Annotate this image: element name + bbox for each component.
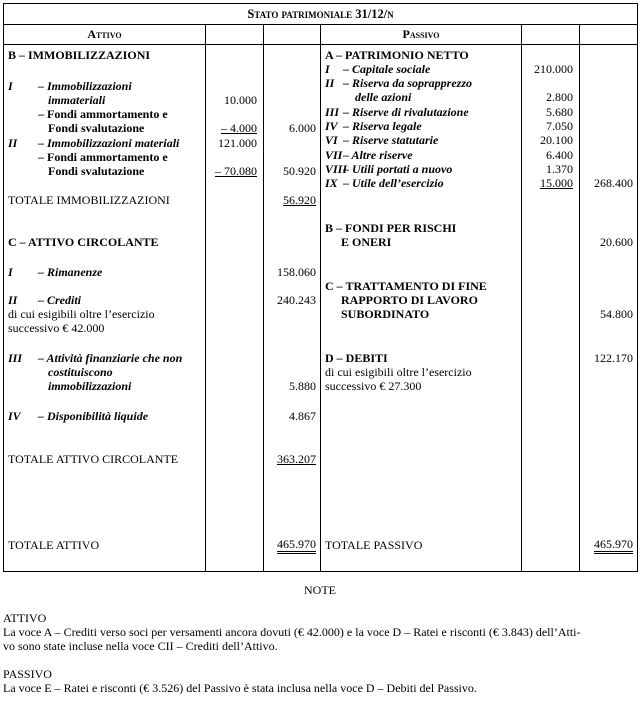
total-value: 465.970: [594, 538, 633, 554]
roman: I: [325, 62, 330, 76]
circ-title: C – ATTIVO CIRCOLANTE: [8, 235, 159, 249]
roman: III: [325, 105, 340, 119]
tot-immob-label: TOTALE IMMOBILIZZAZIONI: [8, 193, 170, 207]
roman: IV: [8, 409, 21, 423]
roman: I: [8, 79, 13, 93]
passivo-header: Passivo: [321, 25, 522, 45]
value: 210.000: [534, 62, 573, 76]
value: 15.000: [540, 176, 573, 190]
total-value: 56.920: [283, 193, 316, 207]
roman: IX: [325, 176, 338, 190]
value: 5.880: [289, 379, 316, 393]
label: – Attività finanziarie che non: [38, 351, 183, 365]
total-value: 363.207: [277, 452, 316, 466]
roman: VIII: [325, 162, 348, 176]
note: successivo € 27.300: [325, 379, 422, 393]
label: immateriali: [48, 93, 106, 107]
label: immobilizzazioni: [48, 379, 132, 393]
label: Fondi svalutazione: [48, 164, 145, 178]
value: 122.170: [594, 351, 634, 365]
label: – Riserva da soprapprezzo: [343, 76, 473, 90]
label: – Utili portati a nuovo: [343, 162, 453, 176]
label: – Fondi ammortamento e: [38, 150, 168, 164]
immob-title: B – IMMOBILIZZAZIONI: [8, 48, 151, 62]
label: – Altre riserve: [343, 148, 413, 162]
label: – Fondi ammortamento e: [38, 107, 168, 121]
attivo-labels: [4, 45, 205, 571]
label: – Rimanenze: [38, 265, 103, 279]
roman: II: [8, 136, 18, 150]
roman: I: [8, 265, 13, 279]
debiti-title: D – DEBITI: [325, 351, 388, 365]
label: – Riserva legale: [343, 119, 422, 133]
notes-attivo-text: vo sono state incluse nella voce CII – Crediti dell’Attivo.: [3, 639, 278, 653]
label: Fondi svalutazione: [48, 121, 145, 135]
label: – Immobilizzazioni materiali: [38, 136, 180, 150]
tfr-title: C – TRATTAMENTO DI FINE: [325, 279, 487, 293]
roman: III: [8, 351, 23, 365]
tot-pass-label: TOTALE PASSIVO: [325, 538, 423, 552]
label: – Riserve di rivalutazione: [343, 105, 469, 119]
notes-section: [3, 583, 637, 695]
note: successivo € 42.000: [8, 321, 105, 335]
fondi-title: B – FONDI PER RISCHI: [325, 221, 457, 235]
roman: II: [8, 293, 18, 307]
value: 121.000: [218, 136, 257, 150]
notes-passivo-text: La voce E – Ratei e risconti (€ 3.526) del Passivo è stata inclusa nella voce D – Debiti del Passivo.: [3, 681, 477, 695]
value: 50.920: [283, 164, 316, 178]
roman: IV: [325, 119, 338, 133]
value: – 4.000: [221, 121, 257, 135]
label: – Riserve statutarie: [343, 133, 439, 147]
table-title: Stato patrimoniale 31/12/n: [4, 4, 638, 25]
value: 240.243: [277, 293, 316, 307]
notes-attivo-text: La voce A – Crediti verso soci per versamenti ancora dovuti (€ 42.000) e la voce D – Ratei e risconti (€ 3.843) dell’Atti-: [3, 625, 581, 639]
label: costituiscono: [48, 365, 113, 379]
value: 158.060: [277, 265, 316, 279]
value: 10.000: [224, 93, 257, 107]
fondi-title: E ONERI: [341, 235, 392, 249]
label: – Crediti: [38, 293, 82, 307]
label: – Capitale sociale: [343, 62, 431, 76]
value: 6.000: [289, 121, 316, 135]
value: 5.680: [546, 105, 573, 119]
label: – Utile dell’esercizio: [343, 176, 444, 190]
tfr-title: RAPPORTO DI LAVORO: [341, 293, 478, 307]
notes-title: NOTE: [304, 583, 336, 597]
value: 20.600: [600, 235, 634, 249]
notes-attivo-head: ATTIVO: [3, 611, 47, 625]
roman: II: [325, 76, 335, 90]
value: 6.400: [546, 148, 573, 162]
roman: VI: [325, 133, 338, 147]
passivo-labels: [321, 45, 521, 571]
attivo-header: Attivo: [4, 25, 206, 45]
value: 20.100: [540, 133, 573, 147]
value: 2.800: [546, 90, 573, 104]
value: 4.867: [289, 409, 316, 423]
label: delle azioni: [355, 90, 412, 104]
value: 1.370: [546, 162, 573, 176]
balance-sheet-table: [3, 3, 638, 572]
value: 54.800: [600, 307, 634, 321]
label: – Disponibilità liquide: [38, 409, 149, 423]
tot-circ-label: TOTALE ATTIVO CIRCOLANTE: [8, 452, 179, 466]
label: – Immobilizzazioni: [38, 79, 132, 93]
note: di cui esigibili oltre l’esercizio: [8, 307, 155, 321]
tot-att-label: TOTALE ATTIVO: [8, 538, 100, 552]
pn-total: 268.400: [594, 176, 634, 190]
value: – 70.080: [215, 164, 257, 178]
note: di cui esigibili oltre l’esercizio: [325, 365, 472, 379]
value: 7.050: [546, 119, 573, 133]
pn-title: A – PATRIMONIO NETTO: [325, 48, 469, 62]
notes-passivo-head: PASSIVO: [3, 667, 52, 681]
total-value: 465.970: [277, 538, 316, 554]
tfr-title: SUBORDINATO: [341, 307, 430, 321]
roman: VII: [325, 148, 343, 162]
